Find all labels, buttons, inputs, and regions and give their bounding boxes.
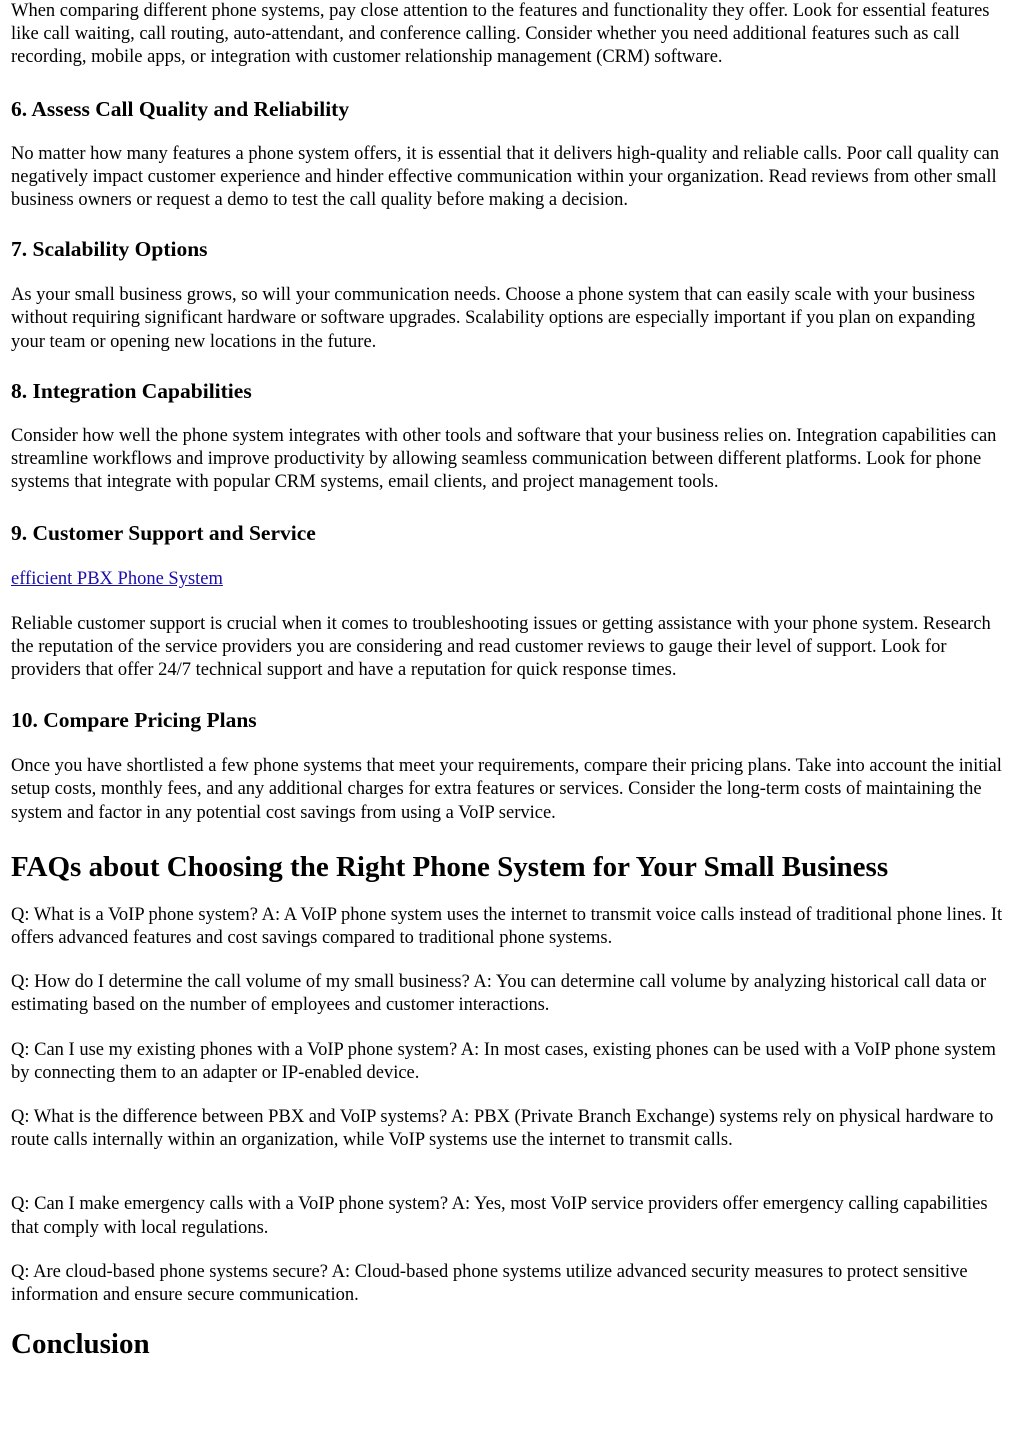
pbx-phone-system-link[interactable]: efficient PBX Phone System — [11, 569, 223, 590]
section-body-support: Reliable customer support is crucial when it comes to troubleshooting issues or getting assistance with your phone system. Research the reputation of the service providers you are considering and read customer reviews to gauge their level of support. Look for providers that offer 24/7 technical support and have a reputation for quick response times. — [11, 613, 991, 681]
section-heading-support: 9. Customer Support and Service — [11, 521, 316, 546]
faq-item: Q: What is the difference between PBX and VoIP systems? A: PBX (Private Branch Exchange) systems rely on physical hardware to route calls internally within an organization, while VoIP systems use the internet to transmit calls. — [11, 1107, 994, 1151]
faq-item: Q: Can I use my existing phones with a VoIP phone system? A: In most cases, existing phones can be used with a VoIP phone system by connecting them to an adapter or IP-enabled device. — [11, 1039, 996, 1083]
section-heading-pricing: 10. Compare Pricing Plans — [11, 708, 257, 733]
conclusion-heading: Conclusion — [11, 1328, 150, 1361]
section-body-integration: Consider how well the phone system integrates with other tools and software that your business relies on. Integration capabilities can streamline workflows and improve productivity by allowing seamless communication between different platforms. Look for phone systems that integrate with popular CRM systems, email clients, and project management tools. — [11, 425, 997, 493]
section-heading-scalability: 7. Scalability Options — [11, 237, 208, 262]
section-link-paragraph — [11, 568, 1013, 591]
section-heading-integration: 8. Integration Capabilities — [11, 378, 252, 403]
section-body-scalability: As your small business grows, so will your communication needs. Choose a phone system that can easily scale with your business without requiring significant hardware or software upgrades. Scalability options are especially important if you plan on expanding your team or opening new locations in the future. — [11, 285, 976, 352]
section-body-pricing: Once you have shortlisted a few phone systems that meet your requirements, compare their pricing plans. Take into account the initial setup costs, monthly fees, and any additional charges for extra features or services. Consider the long-term costs of maintaining the system and factor in any potential cost savings from using a VoIP service. — [11, 756, 1002, 823]
faq-item: Q: What is a VoIP phone system? A: A VoIP phone system uses the internet to transmit voice calls instead of traditional phone lines. It offers advanced features and cost savings compared to traditional phone systems. — [11, 904, 1003, 949]
section-body-call-quality: No matter how many features a phone system offers, it is essential that it delivers high-quality and reliable calls. Poor call quality can negatively impact customer experience and hinder effective communication within your organization. Read reviews from other small business owners or request a demo to test the call quality before making a decision. — [11, 143, 1000, 211]
section-heading-call-quality: 6. Assess Call Quality and Reliability — [11, 96, 350, 121]
faq-heading: FAQs about Choosing the Right Phone System for Your Small Business — [11, 850, 889, 883]
faq-item: Q: Can I make emergency calls with a VoIP phone system? A: Yes, most VoIP service providers offer emergency calling capabilities that comply with local regulations. — [11, 1194, 988, 1238]
faq-item: Q: Are cloud-based phone systems secure? A: Cloud-based phone systems utilize advanced security measures to protect sensitive information and ensure secure communication. — [11, 1261, 968, 1306]
faq-item: Q: How do I determine the call volume of my small business? A: You can determine call volume by analyzing historical call data or estimating based on the number of employees and customer interactions. — [11, 972, 987, 1016]
intro-paragraph: When comparing different phone systems, pay close attention to the features and functionality they offer. Look for essential features like call waiting, call routing, auto-attendant, and conference calling. Consider whether you need additional features such as call recording, mobile apps, or integration with customer relationship management (CRM) software. — [11, 1, 990, 68]
